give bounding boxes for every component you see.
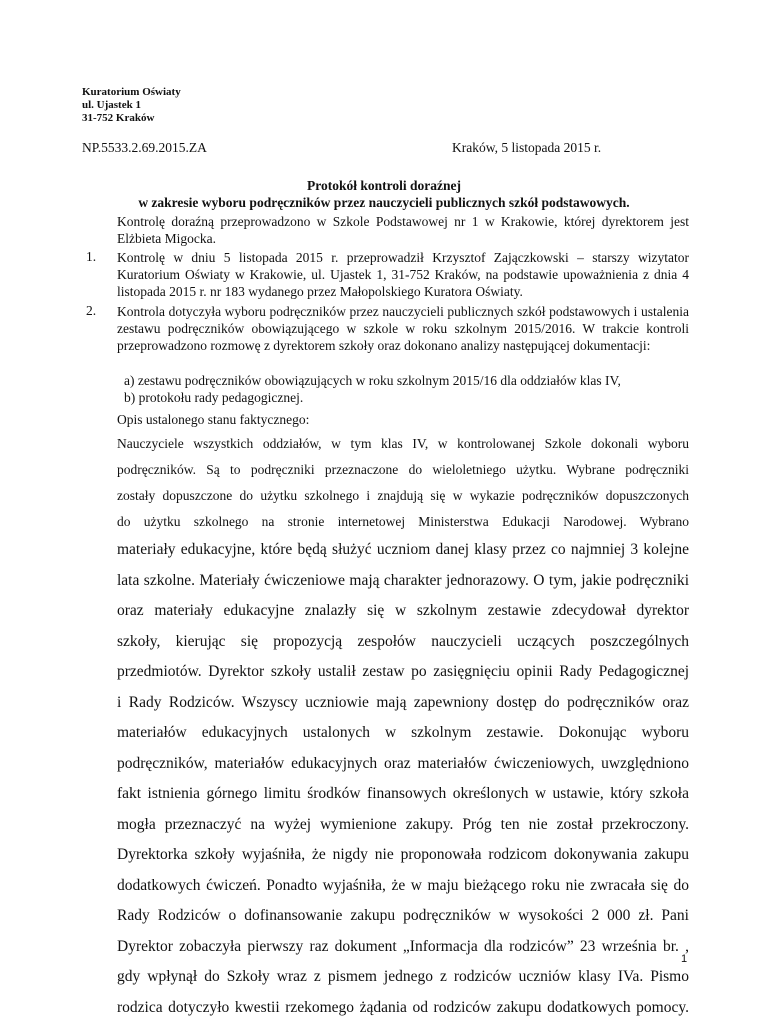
- item-text-1: Kontrolę w dniu 5 listopada 2015 r. przeprowadził Krzysztof Zajączkowski – starszy wizytator Kuratorium Oświaty w Krakowie, ul. Ujastek 1, 31-752 Kraków, na podstawie upoważnienia z dnia 4 listopada 2015 r. nr 183 wydanego przez Małopolskiego Kuratora Oświaty.: [117, 249, 689, 300]
- subitem-b: b) protokołu rady pedagogicznej.: [124, 389, 303, 406]
- body-line: przedmiotów. Dyrektor szkoły ustalił zestaw po zasięgnięciu opinii Rady Pedagogicznej: [117, 657, 689, 688]
- body-line: podręczników. Są to podręczniki przeznaczone do wieloletniego użytku. Wybrane podręczniki: [117, 457, 689, 483]
- title-line-1: Protokół kontroli doraźnej: [0, 177, 768, 194]
- body-line: materiałów edukacyjnych ustalonych w szkolnym zestawie. Dokonując wyboru: [117, 718, 689, 749]
- body-line: mogła przeznaczyć na wyżej wymienione zakupy. Próg ten nie został przekroczony.: [117, 810, 689, 841]
- body-line: materiały edukacyjne, które będą służyć uczniom danej klasy przez co najmniej 3 kolejne: [117, 535, 689, 566]
- letterhead-city: 31-752 Kraków: [82, 112, 181, 125]
- subitem-a: a) zestawu podręczników obowiązujących w roku szkolnym 2015/16 dla oddziałów klas IV,: [124, 372, 621, 389]
- body-line: do użytku szkolnego na stronie internetowej Ministerstwa Edukacji Narodowej. Wybrano: [117, 509, 689, 535]
- body-line: rodzica dotyczyło kwestii rzekomego żądania od rodziców zakupu dodatkowych pomocy.: [117, 993, 689, 1023]
- findings-label: Opis ustalonego stanu faktycznego:: [117, 412, 309, 428]
- letterhead: [82, 86, 181, 125]
- body-line: zostały dopuszczone do użytku szkolnego i znajdują się w wykazie podręczników dopuszczonych: [117, 483, 689, 509]
- body-line: dodatkowych ćwiczeń. Ponadto wyjaśniła, że w maju bieżącego roku nie zwracała się do: [117, 871, 689, 902]
- item-text-2: Kontrola dotyczyła wyboru podręczników przez nauczycieli publicznych szkół podstawowych i ustalenia zestawu podręczników obowiązującego w szkole w roku szkolnym 2015/2016. W trakcie kontroli przeprowadzono rozmowę z dyrektorem szkoły oraz dokonano analizy następującej dokumentacji:: [117, 303, 689, 354]
- intro-paragraph: Kontrolę doraźną przeprowadzono w Szkole Podstawowej nr 1 w Krakowie, której dyrektorem jest Elżbieta Migocka.: [117, 213, 689, 247]
- page-number: 1: [681, 953, 687, 965]
- findings-body: [117, 431, 689, 1023]
- body-line: i Rady Rodziców. Wszyscy uczniowie mają zapewniony dostęp do podręczników oraz: [117, 688, 689, 719]
- body-line: Dyrektorka szkoły wyjaśniła, że nigdy nie proponowała rodzicom dokonywania zakupu: [117, 840, 689, 871]
- body-line: oraz materiały edukacyjne znalazły się w szkolnym zestawie zdecydował dyrektor: [117, 596, 689, 627]
- body-line: Rady Rodziców o dofinansowanie zakupu podręczników w wysokości 2 000 zł. Pani: [117, 901, 689, 932]
- body-line: gdy wpłynął do Szkoły wraz z pismem jednego z rodziców uczniów klasy IVa. Pismo: [117, 962, 689, 993]
- case-signature: NP.5533.2.69.2015.ZA: [82, 140, 207, 156]
- letterhead-street: ul. Ujastek 1: [82, 99, 181, 112]
- body-line: Nauczyciele wszystkich oddziałów, w tym klas IV, w kontrolowanej Szkole dokonali wyboru: [117, 431, 689, 457]
- document-date: Kraków, 5 listopada 2015 r.: [452, 140, 601, 156]
- body-line: Dyrektor zobaczyła pierwszy raz dokument „Informacja dla rodziców” 23 września br. ,: [117, 932, 689, 963]
- body-line: podręczników, materiałów edukacyjnych oraz materiałów ćwiczeniowych, uwzględniono: [117, 749, 689, 780]
- document-title: [0, 177, 768, 211]
- letterhead-org: Kuratorium Oświaty: [82, 86, 181, 99]
- body-line: lata szkolne. Materiały ćwiczeniowe mają charakter jednorazowy. O tym, jakie podręczniki: [117, 566, 689, 597]
- body-line: fakt istnienia górnego limitu środków finansowych określonych w ustawie, który szkoła: [117, 779, 689, 810]
- body-line: szkoły, kierując się propozycją zespołów nauczycieli uczących poszczególnych: [117, 627, 689, 658]
- item-number-1: 1.: [86, 249, 96, 265]
- title-line-2: w zakresie wyboru podręczników przez nauczycieli publicznych szkół podstawowych.: [0, 194, 768, 211]
- item-number-2: 2.: [86, 303, 96, 319]
